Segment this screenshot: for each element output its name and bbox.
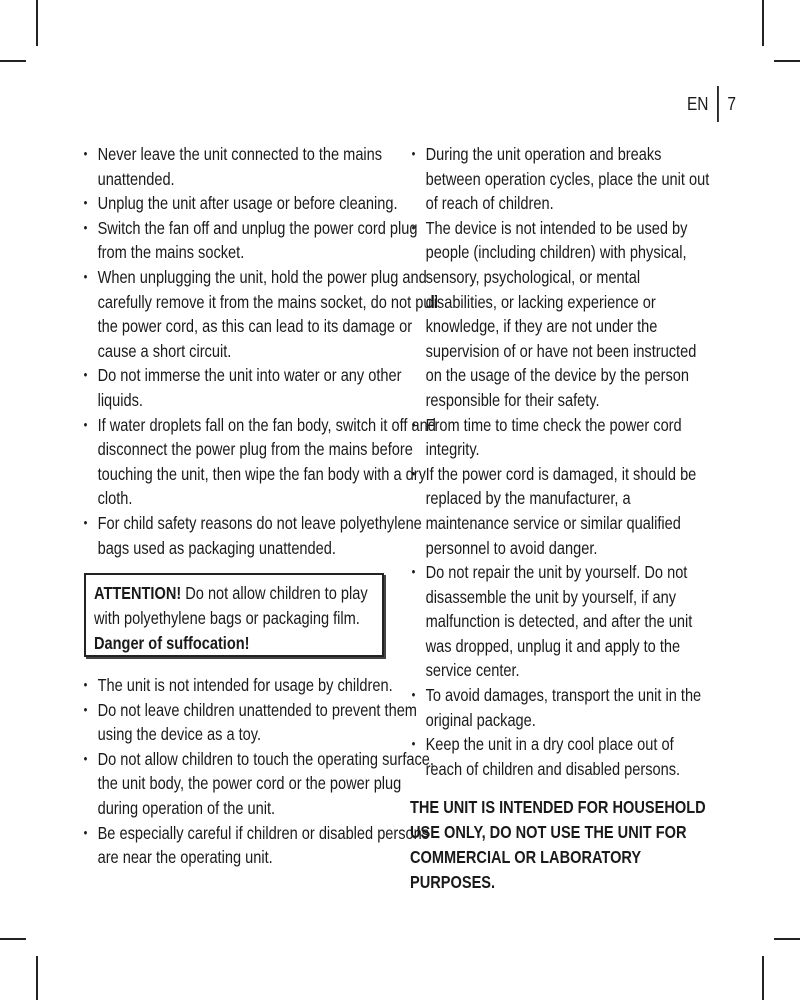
page-number: 7 [727,93,736,114]
list-item: • The device is not intended to be used by people (including children) with physical, sensory, psychological, or mental disabilities, or lacking experience or knowledge, if they are not under the supervision of or have not been instructed on the usage of the device by the person responsible for their safety. [410,216,709,413]
crop-mark-bottom-right-h [774,938,800,940]
crop-mark-top-right-v [762,0,764,46]
page-header [687,86,736,122]
list-item: • Keep the unit in a dry cool place out of reach of children and disabled persons. [410,732,709,781]
left-column-continued [82,673,442,870]
household-use-notice: THE UNIT IS INTENDED FOR HOUSEHOLD USE ONLY, DO NOT USE THE UNIT FOR COMMERCIAL OR LABORATORY PURPOSES. [410,797,706,893]
list-item: • The unit is not intended for usage by children. [82,673,443,698]
right-column [410,142,770,895]
list-item: • Unplug the unit after usage or before cleaning. [82,191,443,216]
safety-list-right [410,142,709,781]
list-item: • Do not repair the unit by yourself. Do not disassemble the unit by yourself, if any malfunction is detected, and after the unit was dropped, unplug it and apply to the service center. [410,560,709,683]
attention-box [84,573,384,657]
list-item: • Never leave the unit connected to the mains unattended. [82,142,443,191]
crop-mark-bottom-left-h [0,938,26,940]
crop-mark-top-left-h [0,60,26,62]
list-item: • Do not leave children unattended to prevent them using the device as a toy. [82,698,443,747]
crop-mark-bottom-left-v [36,956,38,1000]
list-item: • Switch the fan off and unplug the power cord plug from the mains socket. [82,216,443,265]
attention-text: Do not allow children to play with polyethylene bags or packaging film. [94,583,368,628]
list-item: • When unplugging the unit, hold the power plug and carefully remove it from the mains socket, do not pull the power cord, as this can lead to its damage or cause a short circuit. [82,265,443,363]
safety-list-left [82,142,443,560]
list-item: • For child safety reasons do not leave polyethylene bags used as packaging unattended. [82,511,443,560]
list-item: • Be especially careful if children or disabled persons are near the operating unit. [82,821,443,870]
language-code: EN [686,93,709,114]
danger-warning: Danger of suffocation! [94,633,250,653]
list-item: • Do not allow children to touch the operating surface, the unit body, the power cord or the power plug during operation of the unit. [82,747,443,821]
left-column [82,142,442,560]
list-item: • During the unit operation and breaks between operation cycles, place the unit out of reach of children. [410,142,709,216]
list-item: • Do not immerse the unit into water or any other liquids. [82,363,443,412]
crop-mark-top-right-h [774,60,800,62]
list-item: • To avoid damages, transport the unit in the original package. [410,683,709,732]
safety-list-left-2 [82,673,443,870]
list-item: • From time to time check the power cord integrity. [410,413,709,462]
list-item: • If water droplets fall on the fan body, switch it off and disconnect the power plug from the mains before touching the unit, then wipe the fan body with a dry cloth. [82,413,443,511]
crop-mark-top-left-v [36,0,38,46]
list-item: • If the power cord is damaged, it should be replaced by the manufacturer, a maintenance service or similar qualified personnel to avoid danger. [410,462,709,560]
attention-label: ATTENTION! [94,583,182,603]
crop-mark-bottom-right-v [762,956,764,1000]
